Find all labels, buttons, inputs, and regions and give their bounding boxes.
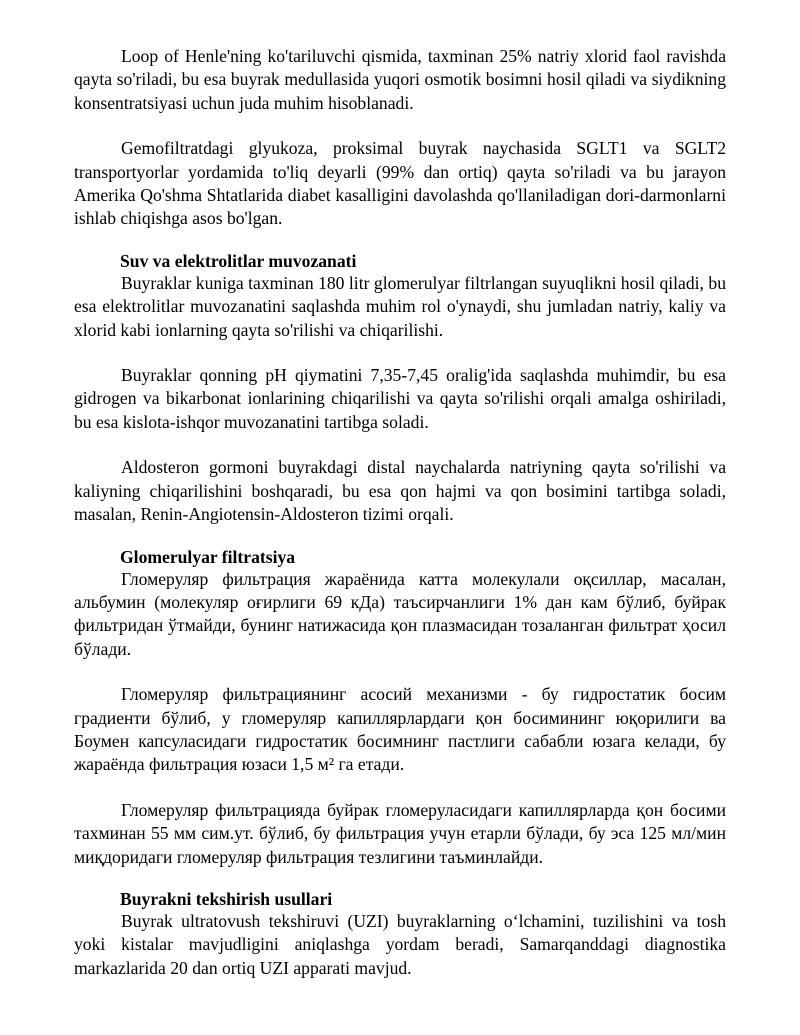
section-heading: Suv va elektrolitlar muvozanati bbox=[120, 250, 357, 271]
paragraph-albumin-filtration: Гломеруляр фильтрация жараёнида катта молекулали оқсиллар, масалан, альбумин (молекуляр оғирлиги 69 кДа) таъсирчанлиги 1% дан кам бўлиб, буйрак фильтридан ўтмайди, бунинг натижасида қон плазмасидан тозаланган фильтрат ҳосил бўлади. bbox=[74, 568, 726, 659]
section-heading: Glomerulyar filtratsiya bbox=[120, 546, 296, 567]
section-kidney-examination bbox=[74, 889, 726, 980]
section-glomerular-filtration bbox=[74, 547, 726, 869]
document-page bbox=[74, 45, 726, 980]
paragraph-filtrate-volume: Buyraklar kuniga taxminan 180 litr glomerulyar filtrlangan suyuqlikni hosil qiladi, bu esa elektrolitlar muvozanatini saqlashda muhim rol o'ynaydi, shu jumladan natriy, kaliy va xlorid kabi ionlarning qayta so'rilishi va chiqarilishi. bbox=[74, 272, 726, 340]
paragraph-loop-of-henle: Loop of Henle'ning ko'tariluvchi qismida, taxminan 25% natriy xlorid faol ravishda qayta so'riladi, bu esa buyrak medullasida yuqori osmotik bosimni hosil qiladi va siydikning konsentratsiyasi uchun juda muhim hisoblanadi. bbox=[74, 46, 726, 113]
paragraph-aldosterone: Aldosteron gormoni buyrakdagi distal naychalarda natriyning qayta so'rilishi va kaliyning chiqarilishini boshqaradi, bu esa qon hajmi va qon bosimini tartibga soladi, masalan, Renin-Angiotensin-Aldosteron tizimi orqali. bbox=[74, 457, 726, 525]
section-water-electrolytes bbox=[74, 251, 726, 527]
section-heading: Buyrakni tekshirish usullari bbox=[120, 888, 333, 909]
paragraph-ultrasound: Buyrak ultratovush tekshiruvi (UZI) buyraklarning o‘lchamini, tuzilishini va tosh yoki kistalar mavjudligini aniqlashga yordam beradi, Samarqanddagi diagnostika markazlarida 20 dan ortiq UZI apparati mavjud. bbox=[74, 910, 726, 978]
paragraph-glucose-reabsorption: Gemofiltratdagi glyukoza, proksimal buyrak naychasida SGLT1 va SGLT2 transportyorlar yordamida to'liq deyarli (99% dan ortiq) qayta so'riladi va bu jarayon Amerika Qo'shma Shtatlarida diabet kasalligini davolashda qo'llaniladigan dori-darmonlarni ishlab chiqishga asos bo'lgan. bbox=[74, 138, 726, 229]
paragraph-pressure-gradient: Гломеруляр фильтрациянинг асосий механизми - бу гидростатик босим градиенти бўлиб, у гломеруляр капиллярлардаги қон босимининг юқорилиги ва Боумен капсуласидаги гидростатик босимнинг пастлиги сабабли юзага келади, бу жараёнда фильтрация юзаси 1,5 м² га етади. bbox=[74, 684, 726, 775]
paragraph-capillary-pressure: Гломеруляр фильтрацияда буйрак гломерулаcидаги капиллярларда қон босими тахминан 55 мм сим.ут. бўлиб, бу фильтрация учун етарли бўлади, бу эса 125 мл/мин миқдоридаги гломеруляр фильтрация тезлигини таъминлайди. bbox=[74, 799, 726, 867]
paragraph-blood-ph: Buyraklar qonning pH qiymatini 7,35-7,45 oralig'ida saqlashda muhimdir, bu esa gidrogen va bikarbonat ionlarining chiqarilishi va qayta so'rilishi orqali amalga oshiriladi, bu esa kislota-ishqor muvozanatini tartibga soladi. bbox=[74, 365, 726, 432]
